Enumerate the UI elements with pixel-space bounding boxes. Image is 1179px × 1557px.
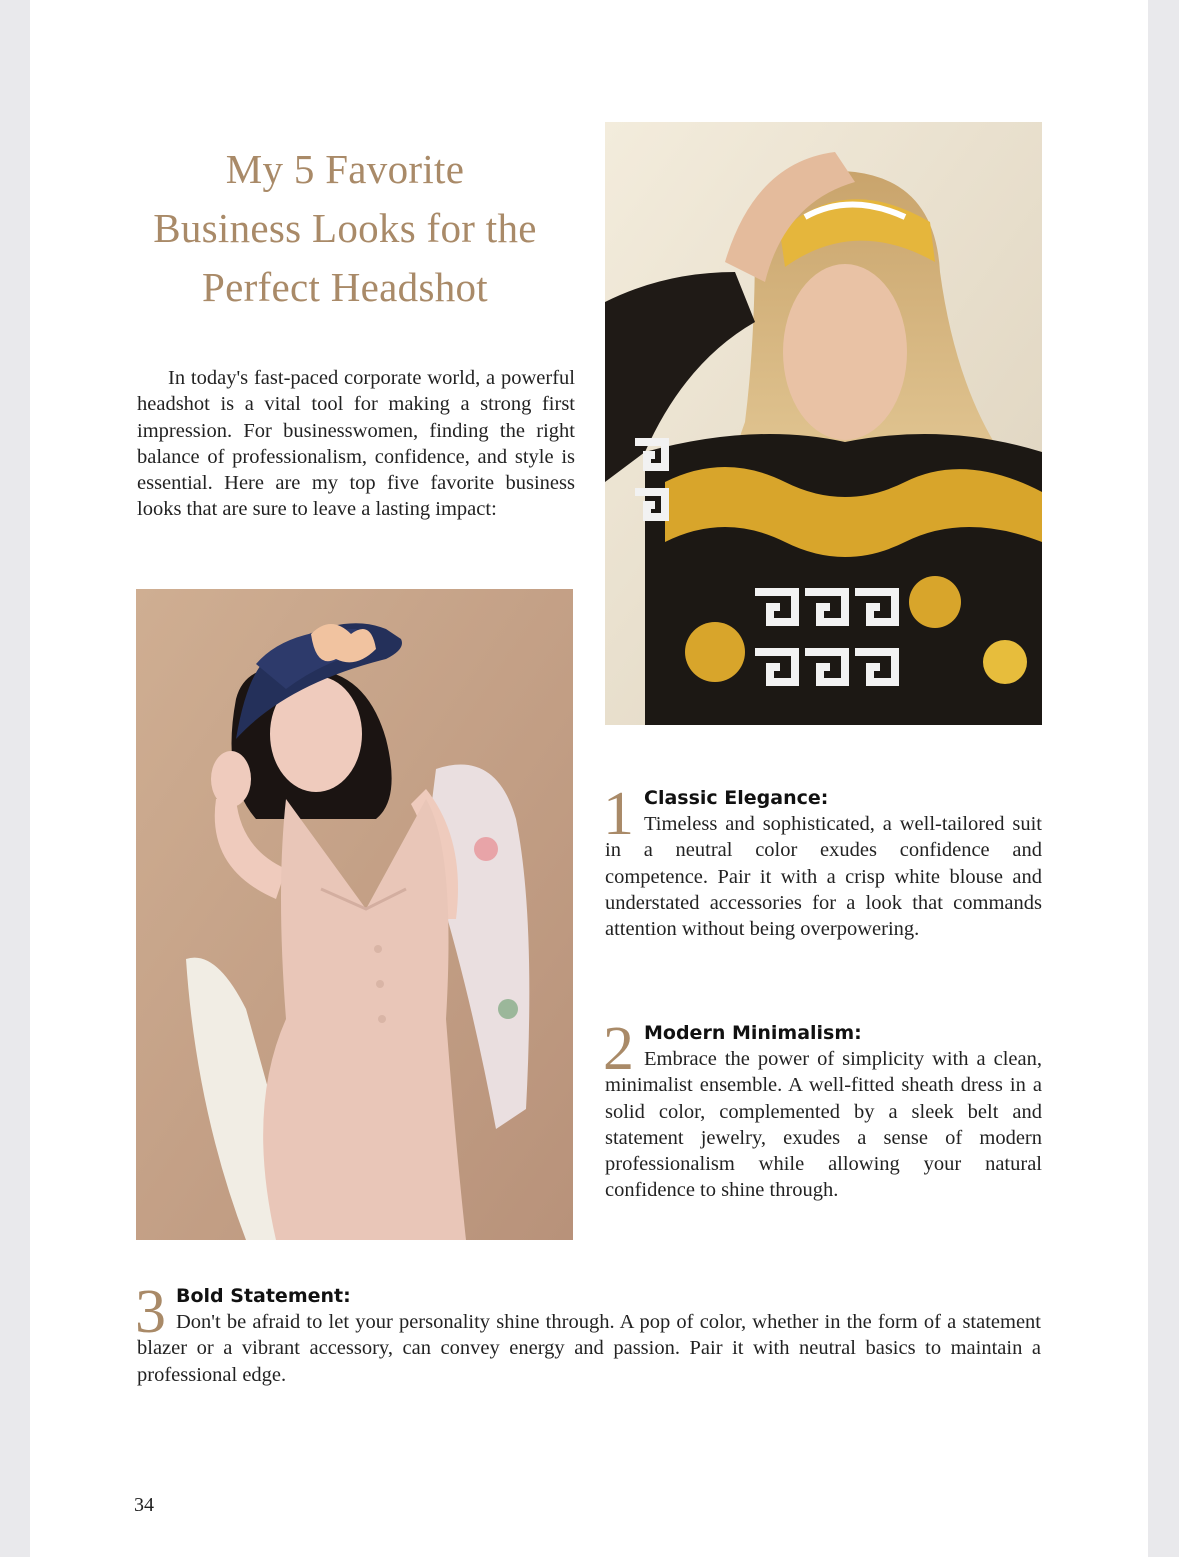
intro-paragraph: In today's fast-paced corporate world, a powerful headshot is a vital tool for making a strong first impression. For businesswomen, finding the right balance of professionalism, confidence, and style is essential. Here are my top five favorite business looks that are sure to leave a lasting impact: [137,367,575,521]
item-text: Embrace the power of simplicity with a clean, minimalist ensemble. A well-fitted sheath dress in a solid color, complemented by a sleek belt and statement jewelry, exudes a sense of modern professionalism while allowing your natural confidence to shine through. [605,1048,1042,1202]
item-heading: Modern Minimalism: [644,1022,862,1044]
look-item-2 [603,1015,1042,1204]
magazine-page [30,0,1148,1557]
item-text: Timeless and sophisticated, a well-tailored suit in a neutral color exudes confidence and competence. Pair it with a crisp white blouse and understated accessories for a look that commands attention without being overpowering. [605,813,1042,941]
item-text: Don't be afraid to let your personality shine through. A pop of color, whether in the form of a statement blazer or a vibrant accessory, can convey energy and passion. Pair it with neutral basics to maintain a professional edge. [137,1311,1041,1386]
title-line-3: Perfect Headshot [202,264,488,310]
item-heading: Classic Elegance: [644,787,829,809]
item-number: 1 [603,780,634,848]
look-item-1 [603,780,1042,942]
article-title [150,140,540,317]
item-number: 2 [603,1015,634,1083]
page-number: 34 [134,1494,154,1516]
item-heading: Bold Statement: [176,1285,351,1307]
headshot-photo-pink-suit [136,589,573,1240]
title-line-1: My 5 Favorite [225,146,465,192]
headshot-photo-baroque [605,122,1042,725]
look-item-3 [135,1278,1041,1388]
item-number: 3 [135,1278,166,1346]
title-line-2: Business Looks for the [153,205,537,251]
